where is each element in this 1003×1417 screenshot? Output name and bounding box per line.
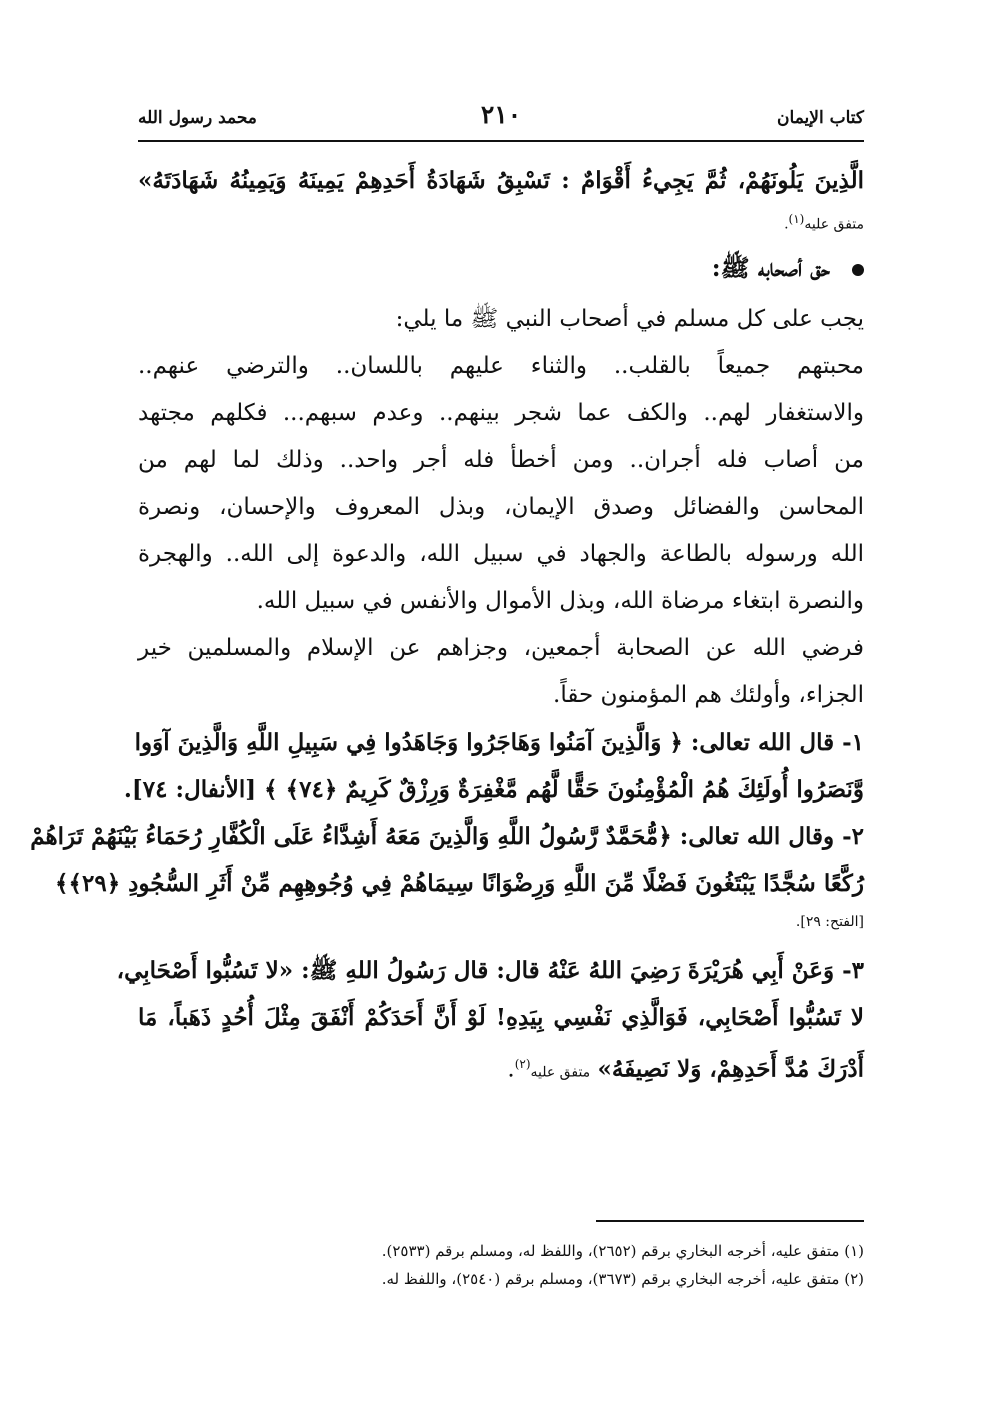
hadith-line: ٣- وَعَنْ أَبِي هُرَيْرَةَ رَضِيَ اللهُ عَنْهُ قال: قال رَسُولُ اللهِ ﷺ: «لا تَسُبُّوا أَصْحَابِي،	[116, 957, 864, 984]
paragraph-line: فرضي الله عن الصحابة أجمعين، وجزاهم عن الإسلام والمسلمين خير	[138, 635, 864, 661]
paragraph-line: والاستغفار لهم.. والكف عما شجر بينهم.. وعدم سبهم... فكلهم مجتهد	[138, 400, 864, 426]
page-header	[138, 100, 864, 144]
bullet-icon	[852, 264, 864, 276]
quran-line: رُكَّعًا سُجَّدًا يَبْتَغُونَ فَضْلًا مِّنَ اللَّهِ وَرِضْوَانًا سِيمَاهُمْ فِي وُجُوهِهِم مِّنْ أَثَرِ السُّجُودِ ﴿٢٩﴾﴾	[55, 870, 864, 897]
paragraph-line: من أصاب فله أجران.. ومن أخطأ فله أجر واحد.. وذلك لما لهم من	[138, 447, 864, 473]
source-note	[138, 204, 864, 238]
source-text: متفق عليه	[530, 1064, 591, 1081]
quran-line: وَّنَصَرُوا أُولَئِكَ هُمُ الْمُؤْمِنُونَ حَقًّا لَّهُم مَّغْفِرَةٌ وَرِزْقٌ كَرِيمٌ ﴿٧٤﴾ ﴾ [الأنفال: ٧٤].	[123, 776, 864, 803]
quran-reference: [الفتح: ٢٩].	[795, 914, 864, 930]
paragraph-line: والنصرة ابتغاء مرضاة الله، وبذل الأموال والأنفس في سبيل الله.	[256, 588, 864, 614]
paragraph-line: الله ورسوله بالطاعة والجهاد في سبيل الله، والدعوة إلى الله.. والهجرة	[138, 541, 864, 567]
source-text: متفق عليه	[804, 216, 864, 233]
paragraph-line: محبتهم جميعاً بالقلب.. والثناء عليهم باللسان.. والترضي عنهم..	[138, 353, 864, 379]
list-item-2	[30, 813, 864, 941]
quran-line: ١- قال الله تعالى: ﴿ وَالَّذِينَ آمَنُوا وَهَاجَرُوا وَجَاهَدُوا فِي سَبِيلِ اللَّهِ وَالَّذِينَ آوَوا	[134, 729, 864, 756]
footnote-ref-2: (٢)	[514, 1057, 531, 1071]
paragraph-line: المحاسن والفضائل وصدق الإيمان، وبذل المعروف والإحسان، ونصرة	[138, 494, 864, 520]
author-name: محمد رسول الله	[138, 108, 257, 128]
quran-line: ٢- وقال الله تعالى: ﴿مُّحَمَّدٌ رَّسُولُ اللَّهِ وَالَّذِينَ مَعَهُ أَشِدَّاءُ عَلَى الْكُفَّارِ رُحَمَاءُ بَيْنَهُمْ تَرَاهُمْ	[30, 823, 864, 850]
footnote-1: (١) متفق عليه، أخرجه البخاري برقم (٢٦٥٢)، واللفظ له، ومسلم برقم (٢٥٣٣).	[381, 1242, 864, 1260]
footnote-ref-1: (١)	[788, 212, 805, 226]
list-item-3	[116, 947, 864, 1088]
footnote-divider	[596, 1220, 864, 1222]
hadith-continuation: الَّذِينَ يَلُونَهُمْ، ثُمَّ يَجِيءُ أَقْوَامٌ : تَسْبِقُ شَهَادَةُ أَحَدِهِمْ يَمِينَهُ وَيَمِينُهُ شَهَادَتَهُ»	[138, 167, 864, 194]
page-number: ٢١٠	[480, 100, 522, 129]
heading-text: حق أصحابه ﷺ:	[711, 253, 830, 282]
section-heading	[138, 244, 864, 296]
source-end: .	[507, 1056, 515, 1083]
book-title: كتاب الإيمان	[777, 108, 864, 128]
hadith-line-last	[138, 1041, 864, 1088]
footnote-2: (٢) متفق عليه، أخرجه البخاري برقم (٣٦٧٣)، ومسلم برقم (٢٥٤٠)، واللفظ له.	[381, 1270, 864, 1288]
paragraph-duties	[138, 343, 864, 625]
page-content	[30, 157, 864, 1088]
paragraph-dua	[138, 625, 864, 719]
footnotes	[138, 1237, 864, 1293]
intro-line: يجب على كل مسلم في أصحاب النبي ﷺ ما يلي:	[395, 306, 864, 332]
hadith-line: لا تَسُبُّوا أَصْحَابِي، فَوَالَّذِي نَفْسِي بِيَدِهِ! لَوْ أَنَّ أَحَدَكُمْ أَنْفَقَ مِثْلَ أُحُدٍ ذَهَباً، مَا	[138, 1004, 864, 1031]
list-item-1	[123, 719, 864, 813]
paragraph-line: الجزاء، وأولئك هم المؤمنون حقاً.	[553, 682, 864, 708]
header-rule	[138, 140, 864, 142]
hadith-text: أَدْرَكَ مُدَّ أَحَدِهِمْ، وَلا نَصِيفَهُ»	[597, 1055, 864, 1083]
source-end: .	[784, 216, 789, 233]
